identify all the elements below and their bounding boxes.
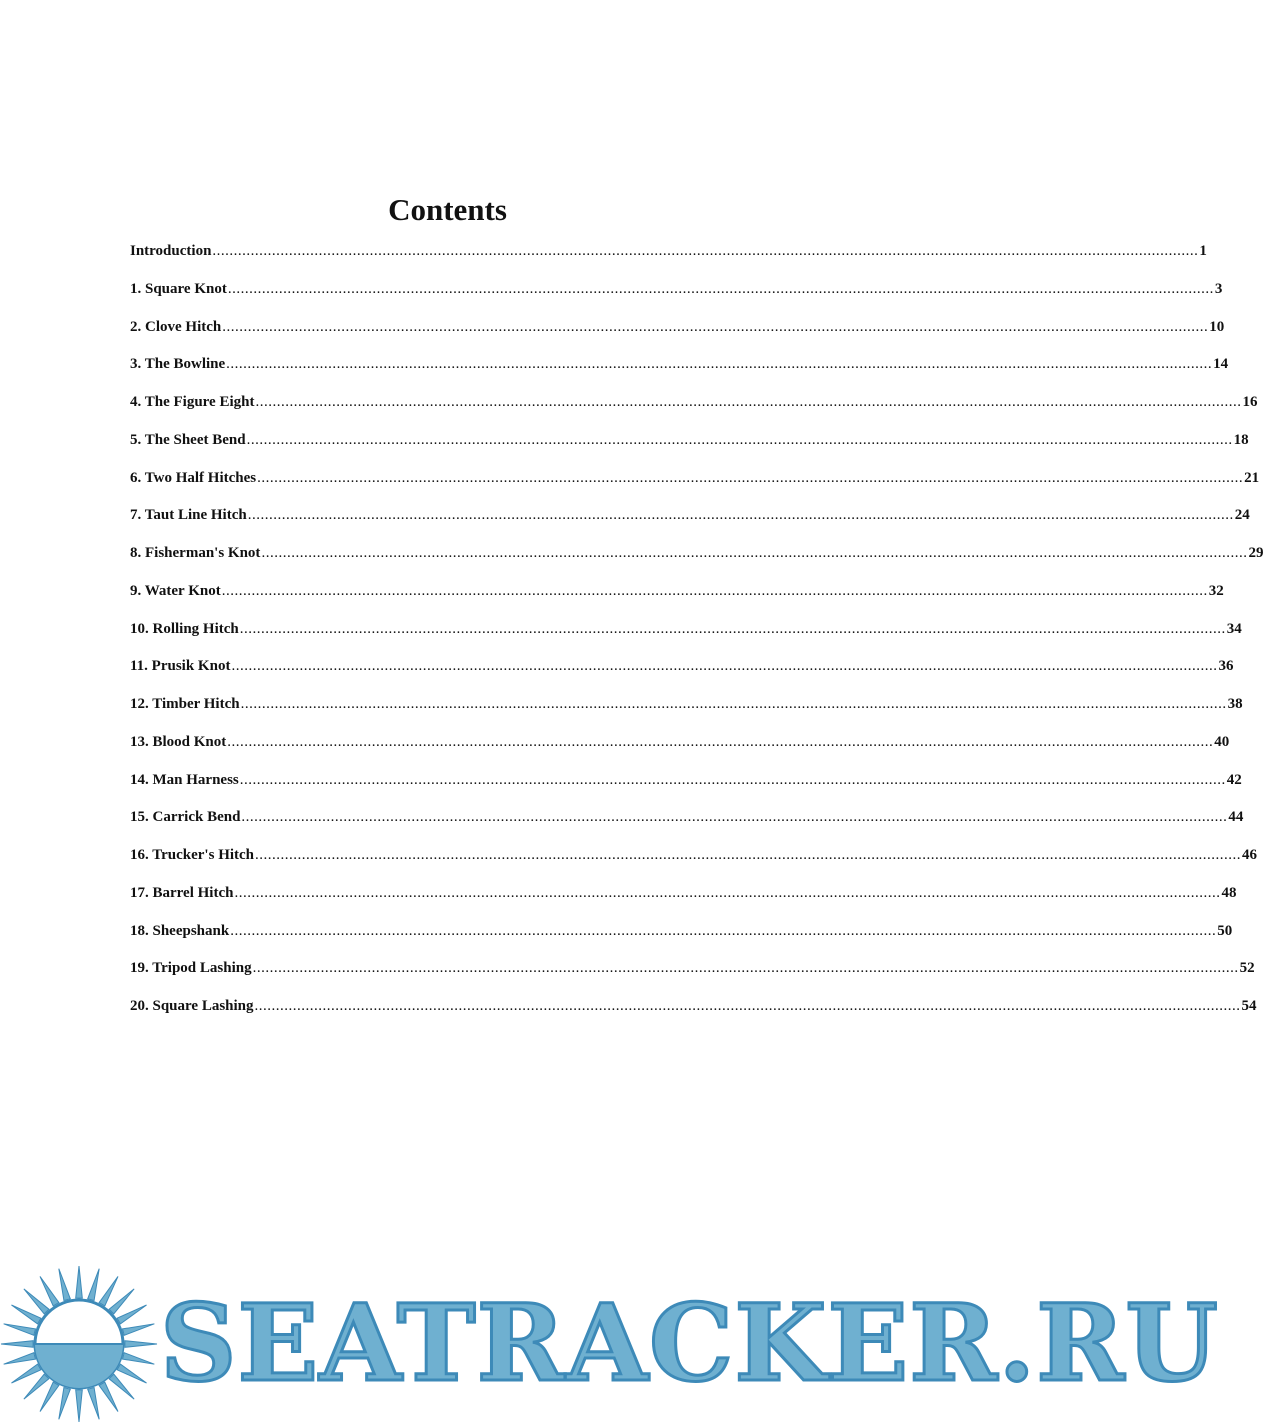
dot-leader — [231, 655, 1217, 677]
toc-entry[interactable] — [130, 920, 1233, 958]
toc-entry-page: 40 — [1214, 733, 1230, 750]
sun-ray — [88, 1387, 100, 1419]
toc-entry-label: 10. Rolling Hitch — [130, 620, 239, 637]
toc-entry[interactable] — [130, 580, 1224, 618]
sun-ray — [122, 1353, 154, 1365]
toc-entry-label: 13. Blood Knot — [130, 733, 227, 750]
toc-entry-label: 5. The Sheet Bend — [130, 431, 246, 448]
toc-entry[interactable] — [130, 618, 1242, 656]
page-title: Contents — [388, 192, 507, 227]
dot-leader — [222, 580, 1208, 602]
sun-ray — [125, 1341, 157, 1348]
sun-ray — [40, 1276, 59, 1305]
toc-entry-page: 52 — [1239, 960, 1255, 977]
toc-entry-label: 19. Tripod Lashing — [130, 960, 252, 977]
toc-entry-label: 16. Trucker's Hitch — [130, 847, 255, 863]
dot-leader — [247, 429, 1233, 451]
sun-ray — [76, 1390, 83, 1422]
toc-entry-label: Introduction — [130, 243, 212, 259]
toc-entry-label: 12. Timber Hitch — [130, 696, 240, 712]
toc-entry-label: 11. Prusik Knot — [130, 658, 231, 675]
toc-entry-page: 29 — [1248, 545, 1263, 561]
toc-entry-page: 3 — [1214, 280, 1223, 297]
toc-entry-label: 14. Man Harness — [130, 771, 239, 788]
toc-entry[interactable] — [130, 316, 1225, 354]
toc-entry-page: 54 — [1241, 998, 1257, 1014]
toc-entry[interactable] — [130, 655, 1234, 693]
toc-entry[interactable] — [130, 504, 1250, 542]
dot-leader — [212, 240, 1198, 262]
toc-entry-label: 9. Water Knot — [130, 582, 221, 599]
dot-leader — [253, 957, 1239, 979]
dot-leader — [240, 618, 1226, 640]
toc-entry-label: 6. Two Half Hitches — [130, 469, 257, 486]
toc-entry-page: 42 — [1226, 771, 1242, 788]
toc-entry-label: 18. Sheepshank — [130, 922, 230, 939]
toc-entry-page: 38 — [1227, 696, 1243, 712]
toc-entry-page: 1 — [1199, 243, 1207, 259]
sun-ray — [117, 1364, 146, 1383]
sun-ray — [59, 1387, 71, 1419]
toc-entry-label: 3. The Bowline — [130, 356, 226, 373]
toc-entry[interactable] — [130, 731, 1230, 769]
toc-entry-page: 32 — [1208, 582, 1224, 599]
toc-entry[interactable] — [130, 429, 1249, 467]
dot-leader — [228, 278, 1214, 300]
dot-leader — [241, 693, 1227, 715]
sun-ray — [24, 1374, 49, 1399]
sun-ray — [117, 1305, 146, 1324]
toc-entry-page: 21 — [1244, 469, 1260, 486]
toc-entry-page: 48 — [1221, 884, 1237, 901]
toc-entry[interactable] — [130, 278, 1223, 316]
sun-ray — [122, 1324, 154, 1336]
dot-leader — [261, 542, 1247, 564]
toc-entry-label: 17. Barrel Hitch — [130, 884, 234, 901]
toc-list — [130, 240, 1263, 1033]
dot-leader — [234, 882, 1220, 904]
toc-entry[interactable] — [130, 995, 1257, 1033]
toc-entry-label: 8. Fisherman's Knot — [130, 545, 261, 561]
watermark-text: SEATRACKER.RU — [160, 1280, 1219, 1405]
toc-entry-page: 24 — [1234, 507, 1250, 524]
toc-entry[interactable] — [130, 542, 1263, 580]
dot-leader — [227, 731, 1213, 753]
sun-ray — [11, 1364, 40, 1383]
dot-leader — [248, 504, 1234, 526]
toc-entry-page: 18 — [1233, 431, 1249, 448]
toc-entry-page: 34 — [1226, 620, 1242, 637]
toc-entry[interactable] — [130, 844, 1258, 882]
toc-entry-page: 14 — [1213, 356, 1229, 373]
sun-ray — [4, 1324, 36, 1336]
sun-ray — [99, 1276, 118, 1305]
sun-ray — [109, 1374, 134, 1399]
toc-entry-page: 44 — [1228, 809, 1244, 826]
sun-ray — [99, 1382, 118, 1411]
toc-entry-page: 36 — [1218, 658, 1234, 675]
toc-entry-page: 16 — [1242, 394, 1258, 410]
sun-ray — [40, 1382, 59, 1411]
sun-ray — [76, 1266, 83, 1298]
toc-entry-label: 2. Clove Hitch — [130, 318, 222, 335]
dot-leader — [255, 391, 1241, 413]
toc-entry-page: 50 — [1217, 922, 1233, 939]
toc-entry[interactable] — [130, 769, 1242, 807]
dot-leader — [255, 844, 1241, 866]
dot-leader — [222, 316, 1208, 338]
toc-entry-label: 1. Square Knot — [130, 280, 227, 297]
toc-entry-label: 4. The Figure Eight — [130, 394, 255, 410]
dot-leader — [241, 806, 1227, 828]
toc-entry-label: 20. Square Lashing — [130, 998, 254, 1014]
toc-entry-label: 7. Taut Line Hitch — [130, 507, 247, 524]
toc-entry[interactable] — [130, 391, 1258, 429]
sun-ray — [109, 1289, 134, 1314]
toc-entry[interactable] — [130, 693, 1243, 731]
toc-entry-page: 10 — [1209, 318, 1225, 335]
dot-leader — [240, 769, 1226, 791]
sun-ray — [59, 1269, 71, 1301]
sun-ray — [1, 1341, 33, 1348]
toc-entry[interactable] — [130, 240, 1207, 278]
toc-entry[interactable] — [130, 353, 1229, 391]
sun-ray — [4, 1353, 36, 1365]
toc-entry[interactable] — [130, 467, 1260, 505]
toc-entry[interactable] — [130, 882, 1237, 920]
sun-ray — [11, 1305, 40, 1324]
dot-leader — [255, 995, 1241, 1017]
toc-entry[interactable] — [130, 806, 1244, 844]
sun-ray — [24, 1289, 49, 1314]
toc-entry-page: 46 — [1242, 847, 1258, 863]
toc-entry[interactable] — [130, 957, 1255, 995]
sun-icon — [1, 1266, 157, 1422]
sun-ray — [88, 1269, 100, 1301]
toc-entry-label: 15. Carrick Bend — [130, 809, 241, 826]
dot-leader — [230, 920, 1216, 942]
dot-leader — [257, 467, 1243, 489]
dot-leader — [226, 353, 1212, 375]
